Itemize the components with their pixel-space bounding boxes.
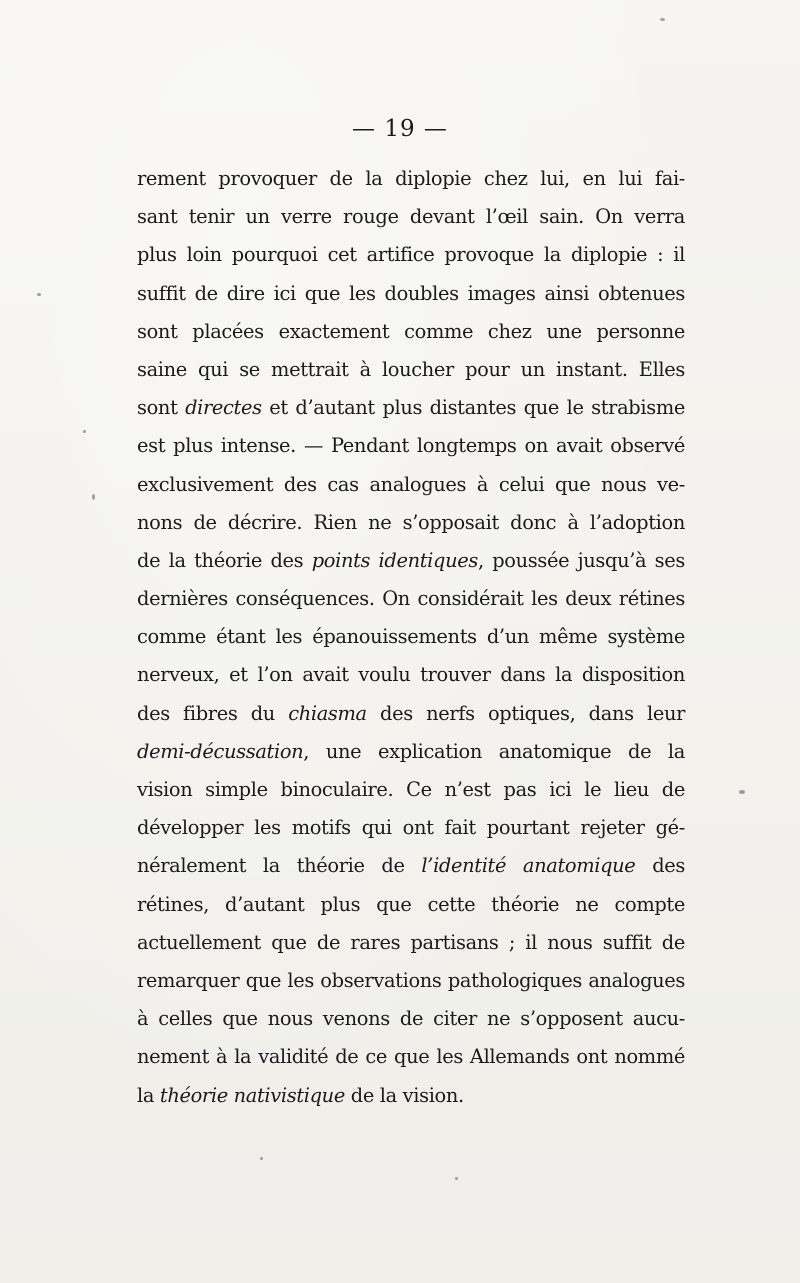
print-speck: [260, 1157, 263, 1160]
text-line: [137, 427, 685, 465]
text-line: [137, 313, 685, 351]
italic-term: théorie nativistique: [159, 1083, 345, 1107]
text-line: [137, 618, 685, 656]
text-run: néralement la théorie de: [137, 854, 422, 878]
text-line: [137, 733, 685, 771]
text-run: de la théorie des: [137, 548, 312, 572]
text-run: et d’autant plus distantes que le strabisme: [261, 396, 685, 420]
text-run: suffit de dire ici que les doubles images ainsi obtenues: [137, 281, 685, 305]
print-speck: [92, 494, 95, 500]
text-line: [137, 1077, 685, 1115]
text-run: de la vision.: [344, 1083, 464, 1107]
text-run: comme étant les épanouissements d’un même système: [137, 625, 685, 649]
text-run: des: [635, 854, 686, 878]
text-line: [137, 809, 685, 847]
body-text: [137, 160, 685, 1115]
print-speck: [455, 1177, 458, 1180]
text-run: plus loin pourquoi cet artifice provoque la diplopie : il: [137, 243, 685, 267]
text-run: sant tenir un verre rouge devant l’œil sain. On verra: [137, 205, 685, 229]
text-line: [137, 1038, 685, 1076]
text-run: rétines, d’autant plus que cette théorie ne compte: [137, 892, 685, 916]
text-line: [137, 962, 685, 1000]
text-run: développer les motifs qui ont fait pourtant rejeter gé-: [137, 816, 685, 840]
text-line: [137, 924, 685, 962]
text-line: [137, 771, 685, 809]
text-run: nerveux, et l’on avait voulu trouver dans la disposition: [137, 663, 685, 687]
page-number: — 19 —: [352, 116, 448, 142]
text-run: la: [137, 1083, 160, 1107]
text-run: sont: [137, 396, 186, 420]
text-run: dernières conséquences. On considérait les deux rétines: [137, 587, 685, 611]
text-line: [137, 886, 685, 924]
text-run: remarquer que les observations pathologiques analogues: [137, 968, 685, 992]
text-run: sont placées exactement comme chez une personne: [137, 319, 685, 343]
text-line: [137, 236, 685, 274]
text-run: des fibres du: [137, 701, 289, 725]
text-line: [137, 542, 685, 580]
text-run: , poussée jusqu’à ses: [477, 548, 686, 572]
text-line: [137, 504, 685, 542]
italic-term: demi-décussation: [137, 739, 304, 763]
text-run: est plus intense. — Pendant longtemps on avait observé: [137, 434, 685, 458]
text-run: , une explication anatomique de la: [303, 739, 685, 763]
text-line: [137, 695, 685, 733]
text-line: [137, 466, 685, 504]
text-line: [137, 275, 685, 313]
text-line: [137, 847, 685, 885]
print-speck: [83, 430, 86, 433]
text-line: [137, 389, 685, 427]
text-run: nement à la validité de ce que les Allemands ont nommé: [137, 1045, 685, 1069]
italic-term: directes: [185, 396, 262, 420]
text-run: des nerfs optiques, dans leur: [366, 701, 685, 725]
print-speck: [739, 790, 745, 794]
text-line: [137, 198, 685, 236]
print-speck: [37, 293, 41, 296]
italic-term: points identiques: [311, 548, 478, 572]
italic-term: chiasma: [288, 701, 367, 725]
text-run: vision simple binoculaire. Ce n’est pas ici le lieu de: [137, 778, 685, 801]
text-line: [137, 160, 685, 198]
italic-term: l’identité anatomique: [421, 854, 636, 878]
text-run: exclusivement des cas analogues à celui que nous ve-: [137, 472, 685, 496]
text-line: [137, 580, 685, 618]
text-run: actuellement que de rares partisans ; il nous suffit de: [137, 930, 685, 954]
text-line: [137, 656, 685, 694]
text-line: [137, 1000, 685, 1038]
text-line: [137, 351, 685, 389]
text-run: à celles que nous venons de citer ne s’opposent aucu-: [137, 1007, 685, 1031]
text-run: saine qui se mettrait à loucher pour un instant. Elles: [137, 357, 685, 381]
text-run: nons de décrire. Rien ne s’opposait donc à l’adoption: [137, 510, 685, 534]
text-run: rement provoquer de la diplopie chez lui, en lui fai-: [137, 167, 685, 190]
print-speck: [660, 18, 665, 21]
